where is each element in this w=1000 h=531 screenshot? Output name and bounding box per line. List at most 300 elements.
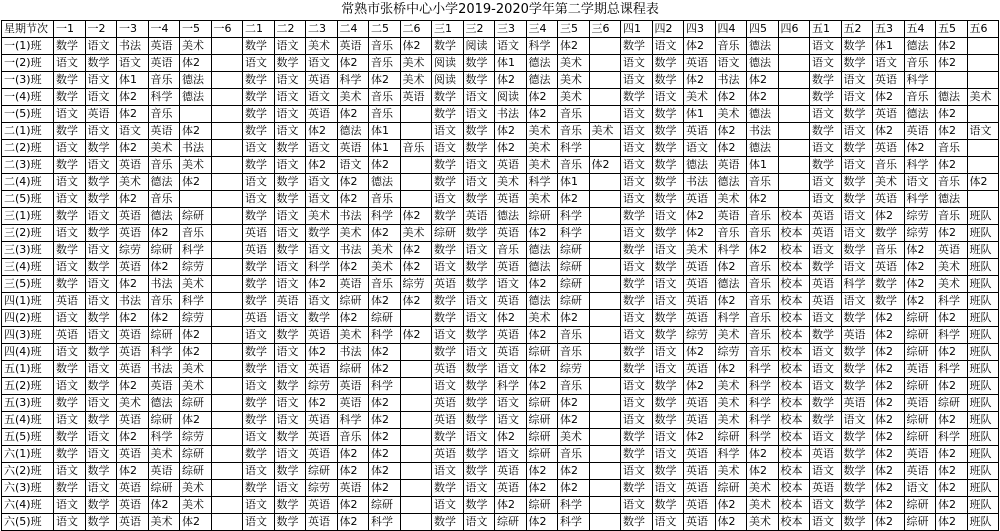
cell[interactable]: 美术 [715,378,747,395]
cell[interactable]: 数学 [463,378,495,395]
cell[interactable]: 数学 [85,412,117,429]
cell[interactable] [589,327,621,344]
cell[interactable]: 美术 [306,208,338,225]
cell[interactable]: 美术 [180,361,212,378]
cell[interactable] [589,208,621,225]
cell[interactable]: 校本 [778,225,810,242]
cell[interactable]: 语文 [495,361,527,378]
cell[interactable]: 语文 [54,412,86,429]
cell[interactable] [400,361,432,378]
cell[interactable]: 美术 [747,514,779,531]
row-label-cell[interactable]: 一(2)班 [2,55,54,72]
cell[interactable]: 体2 [337,497,369,514]
cell[interactable]: 数学 [243,344,275,361]
cell[interactable]: 体2 [337,174,369,191]
cell[interactable]: 英语 [873,72,905,89]
cell[interactable]: 体2 [873,310,905,327]
cell[interactable]: 语文 [810,55,842,72]
cell[interactable]: 美术 [180,497,212,514]
cell[interactable] [589,378,621,395]
cell[interactable]: 四2 [652,21,684,38]
cell[interactable]: 英语 [715,208,747,225]
row-label-cell[interactable]: 六(3)班 [2,480,54,497]
cell[interactable]: 数学 [463,123,495,140]
cell[interactable]: 德法 [495,208,527,225]
cell[interactable]: 数学 [841,140,873,157]
cell[interactable]: 英语 [148,123,180,140]
cell[interactable]: 体2 [715,259,747,276]
cell[interactable]: 英语 [495,327,527,344]
row-label-cell[interactable]: 四(3)班 [2,327,54,344]
cell[interactable] [400,310,432,327]
cell[interactable]: 数学 [432,157,464,174]
cell[interactable]: 五6 [967,21,999,38]
cell[interactable]: 数学 [274,191,306,208]
cell[interactable]: 语文 [841,412,873,429]
cell[interactable]: 综研 [306,463,338,480]
cell[interactable]: 综劳 [400,276,432,293]
cell[interactable]: 五1 [810,21,842,38]
cell[interactable]: 校本 [778,208,810,225]
cell[interactable]: 语文 [621,140,653,157]
cell[interactable]: 语文 [684,140,716,157]
cell[interactable] [589,38,621,55]
cell[interactable]: 语文 [463,480,495,497]
cell[interactable]: 二2 [274,21,306,38]
cell[interactable]: 数学 [810,157,842,174]
cell[interactable]: 英语 [841,327,873,344]
cell[interactable]: 数学 [85,310,117,327]
cell[interactable]: 美术 [117,395,149,412]
cell[interactable]: 数学 [841,429,873,446]
cell[interactable]: 科学 [715,310,747,327]
cell[interactable]: 体1 [369,123,401,140]
cell[interactable]: 美术 [558,72,590,89]
cell[interactable]: 英语 [148,55,180,72]
cell[interactable]: 体2 [369,429,401,446]
cell[interactable]: 英语 [873,140,905,157]
cell[interactable]: 语文 [274,89,306,106]
cell[interactable]: 语文 [621,157,653,174]
cell[interactable] [211,208,243,225]
cell[interactable]: 体2 [526,514,558,531]
cell[interactable]: 英语 [810,293,842,310]
cell[interactable]: 英语 [306,429,338,446]
cell[interactable]: 数学 [621,38,653,55]
cell[interactable]: 语文 [54,378,86,395]
cell[interactable]: 语文 [432,259,464,276]
cell[interactable]: 数学 [810,72,842,89]
cell[interactable]: 数学 [463,259,495,276]
cell[interactable]: 科学 [526,38,558,55]
cell[interactable] [778,89,810,106]
cell[interactable]: 数学 [54,276,86,293]
cell[interactable]: 语文 [841,293,873,310]
cell[interactable]: 数学 [463,361,495,378]
cell[interactable]: 语文 [810,38,842,55]
cell[interactable]: 音乐 [369,106,401,123]
cell[interactable]: 美术 [715,327,747,344]
cell[interactable]: 体2 [936,55,968,72]
cell[interactable]: 科学 [148,89,180,106]
row-label-cell[interactable]: 一(4)班 [2,89,54,106]
cell[interactable] [589,463,621,480]
cell[interactable]: 二3 [306,21,338,38]
cell[interactable] [400,191,432,208]
cell[interactable]: 班队 [967,361,999,378]
cell[interactable]: 综研 [904,429,936,446]
cell[interactable]: 科学 [936,361,968,378]
cell[interactable]: 美术 [148,140,180,157]
cell[interactable] [589,344,621,361]
cell[interactable]: 综研 [904,327,936,344]
cell[interactable]: 数学 [243,446,275,463]
cell[interactable]: 数学 [274,463,306,480]
cell[interactable]: 数学 [463,276,495,293]
cell[interactable]: 语文 [274,225,306,242]
cell[interactable]: 语文 [85,89,117,106]
cell[interactable]: 数学 [841,514,873,531]
cell[interactable]: 数学 [621,89,653,106]
cell[interactable]: 体2 [715,514,747,531]
cell[interactable]: 美术 [747,497,779,514]
cell[interactable]: 音乐 [337,429,369,446]
cell[interactable]: 音乐 [369,89,401,106]
cell[interactable]: 四1 [621,21,653,38]
cell[interactable]: 五4 [904,21,936,38]
cell[interactable]: 体2 [873,514,905,531]
cell[interactable]: 美术 [400,55,432,72]
cell[interactable]: 美术 [747,480,779,497]
cell[interactable]: 体2 [306,344,338,361]
cell[interactable]: 综劳 [684,327,716,344]
cell[interactable]: 科学 [904,72,936,89]
cell[interactable]: 数学 [652,55,684,72]
cell[interactable]: 体2 [589,157,621,174]
cell[interactable]: 数学 [243,293,275,310]
cell[interactable]: 校本 [778,429,810,446]
cell[interactable]: 综劳 [306,480,338,497]
cell[interactable]: 阅读 [463,38,495,55]
cell[interactable] [589,310,621,327]
cell[interactable]: 英语 [684,497,716,514]
cell[interactable]: 数学 [810,412,842,429]
cell[interactable]: 综劳 [180,310,212,327]
cell[interactable]: 书法 [117,293,149,310]
cell[interactable] [400,395,432,412]
cell[interactable]: 语文 [810,361,842,378]
cell[interactable]: 英语 [684,361,716,378]
cell[interactable]: 英语 [117,157,149,174]
cell[interactable]: 校本 [778,446,810,463]
cell[interactable]: 三2 [463,21,495,38]
cell[interactable]: 数学 [306,225,338,242]
cell[interactable] [778,38,810,55]
cell[interactable]: 语文 [810,514,842,531]
cell[interactable]: 体2 [715,140,747,157]
cell[interactable]: 数学 [432,208,464,225]
cell[interactable] [589,225,621,242]
cell[interactable]: 体2 [369,225,401,242]
cell[interactable]: 体2 [936,514,968,531]
cell[interactable] [589,72,621,89]
cell[interactable]: 数学 [243,361,275,378]
cell[interactable]: 英语 [810,225,842,242]
cell[interactable]: 体2 [526,480,558,497]
cell[interactable]: 语文 [85,293,117,310]
cell[interactable]: 数学 [432,429,464,446]
cell[interactable]: 音乐 [747,276,779,293]
cell[interactable]: 体2 [180,514,212,531]
cell[interactable]: 语文 [621,310,653,327]
cell[interactable]: 体2 [180,55,212,72]
cell[interactable]: 体2 [558,38,590,55]
cell[interactable]: 书法 [148,361,180,378]
cell[interactable]: 体2 [400,259,432,276]
cell[interactable] [180,191,212,208]
cell[interactable]: 语文 [621,123,653,140]
cell[interactable] [400,174,432,191]
cell[interactable]: 科学 [936,327,968,344]
cell[interactable]: 美术 [526,191,558,208]
cell[interactable] [778,123,810,140]
cell[interactable]: 英语 [684,293,716,310]
cell[interactable]: 英语 [306,446,338,463]
cell[interactable]: 五2 [841,21,873,38]
cell[interactable]: 综研 [148,327,180,344]
cell[interactable]: 科学 [558,225,590,242]
cell[interactable]: 美术 [936,276,968,293]
cell[interactable]: 校本 [778,497,810,514]
cell[interactable]: 综研 [904,497,936,514]
cell[interactable]: 数学 [463,140,495,157]
cell[interactable]: 体2 [904,259,936,276]
cell[interactable]: 科学 [558,514,590,531]
cell[interactable]: 英语 [306,72,338,89]
cell[interactable]: 阅读 [495,89,527,106]
cell[interactable]: 语文 [463,344,495,361]
cell[interactable] [211,174,243,191]
cell[interactable] [400,157,432,174]
cell[interactable]: 语文 [306,242,338,259]
cell[interactable]: 语文 [274,106,306,123]
cell[interactable]: 英语 [684,259,716,276]
cell[interactable] [967,106,999,123]
cell[interactable]: 体2 [369,412,401,429]
cell[interactable]: 体2 [936,378,968,395]
cell[interactable]: 语文 [621,327,653,344]
cell[interactable] [589,276,621,293]
cell[interactable]: 校本 [778,361,810,378]
cell[interactable]: 音乐 [369,38,401,55]
cell[interactable]: 科学 [747,429,779,446]
cell[interactable]: 数学 [463,412,495,429]
cell[interactable]: 科学 [369,378,401,395]
cell[interactable]: 音乐 [747,225,779,242]
cell[interactable]: 综研 [904,310,936,327]
cell[interactable]: 四5 [747,21,779,38]
cell[interactable]: 校本 [778,344,810,361]
cell[interactable]: 数学 [243,106,275,123]
cell[interactable]: 班队 [967,497,999,514]
cell[interactable]: 数学 [810,123,842,140]
cell[interactable] [589,191,621,208]
cell[interactable]: 班队 [967,327,999,344]
cell[interactable]: 体2 [369,395,401,412]
cell[interactable]: 数学 [621,276,653,293]
cell[interactable]: 语文 [85,157,117,174]
cell[interactable]: 英语 [306,497,338,514]
cell[interactable]: 音乐 [148,293,180,310]
cell[interactable]: 数学 [652,412,684,429]
cell[interactable]: 数学 [810,259,842,276]
cell[interactable]: 体2 [400,38,432,55]
cell[interactable]: 语文 [274,310,306,327]
cell[interactable]: 语文 [841,123,873,140]
cell[interactable]: 三4 [526,21,558,38]
row-label-cell[interactable]: 一(1)班 [2,38,54,55]
cell[interactable]: 校本 [778,395,810,412]
cell[interactable]: 体2 [684,378,716,395]
cell[interactable]: 体1 [747,157,779,174]
cell[interactable] [211,157,243,174]
cell[interactable]: 二1 [243,21,275,38]
cell[interactable]: 体2 [747,89,779,106]
cell[interactable]: 语文 [652,361,684,378]
row-label-cell[interactable]: 三(3)班 [2,242,54,259]
cell[interactable]: 音乐 [558,446,590,463]
cell[interactable]: 德法 [715,276,747,293]
cell[interactable]: 数学 [54,429,86,446]
cell[interactable]: 英语 [54,327,86,344]
cell[interactable] [211,72,243,89]
cell[interactable]: 科学 [180,242,212,259]
cell[interactable]: 班队 [967,259,999,276]
cell[interactable] [778,157,810,174]
cell[interactable]: 体2 [936,225,968,242]
cell[interactable]: 英语 [117,225,149,242]
cell[interactable]: 综研 [558,293,590,310]
cell[interactable]: 数学 [54,208,86,225]
cell[interactable]: 英语 [810,480,842,497]
cell[interactable]: 数学 [432,310,464,327]
cell[interactable]: 英语 [684,514,716,531]
cell[interactable]: 体2 [873,463,905,480]
cell[interactable]: 语文 [652,89,684,106]
cell[interactable]: 数学 [54,38,86,55]
cell[interactable]: 数学 [274,174,306,191]
cell[interactable]: 体2 [558,395,590,412]
cell[interactable]: 英语 [495,344,527,361]
cell[interactable]: 美术 [400,225,432,242]
cell[interactable]: 科学 [148,429,180,446]
cell[interactable]: 语文 [54,463,86,480]
row-label-cell[interactable]: 五(1)班 [2,361,54,378]
row-label-cell[interactable]: 四(1)班 [2,293,54,310]
cell[interactable]: 语文 [243,140,275,157]
cell[interactable]: 德法 [180,89,212,106]
row-label-cell[interactable]: 二(5)班 [2,191,54,208]
cell[interactable]: 科学 [936,293,968,310]
cell[interactable]: 语文 [306,174,338,191]
cell[interactable]: 数学 [841,55,873,72]
cell[interactable]: 科学 [747,378,779,395]
cell[interactable]: 体2 [715,293,747,310]
cell[interactable]: 综劳 [715,344,747,361]
cell[interactable] [400,429,432,446]
cell[interactable]: 德法 [747,140,779,157]
cell[interactable]: 综研 [180,208,212,225]
cell[interactable]: 数学 [652,106,684,123]
cell[interactable]: 语文 [810,378,842,395]
cell[interactable]: 语文 [810,463,842,480]
cell[interactable]: 科学 [148,344,180,361]
cell[interactable]: 数学 [54,480,86,497]
cell[interactable]: 德法 [747,55,779,72]
cell[interactable]: 综劳 [180,429,212,446]
cell[interactable]: 语文 [463,310,495,327]
cell[interactable]: 语文 [841,225,873,242]
cell[interactable]: 班队 [967,412,999,429]
cell[interactable]: 体2 [936,463,968,480]
cell[interactable]: 语文 [85,446,117,463]
cell[interactable]: 校本 [778,480,810,497]
cell[interactable]: 体2 [117,89,149,106]
cell[interactable]: 班队 [967,242,999,259]
cell[interactable]: 数学 [54,157,86,174]
cell[interactable]: 数学 [652,378,684,395]
cell[interactable]: 体1 [873,38,905,55]
cell[interactable]: 体2 [904,140,936,157]
cell[interactable]: 英语 [400,89,432,106]
cell[interactable]: 语文 [85,480,117,497]
cell[interactable]: 体2 [180,344,212,361]
cell[interactable] [211,378,243,395]
cell[interactable]: 音乐 [747,344,779,361]
cell[interactable]: 语文 [54,191,86,208]
cell[interactable]: 综研 [337,293,369,310]
cell[interactable]: 语文 [54,344,86,361]
cell[interactable] [211,106,243,123]
cell[interactable]: 语文 [652,38,684,55]
cell[interactable]: 英语 [684,191,716,208]
cell[interactable] [211,429,243,446]
cell[interactable]: 体2 [337,514,369,531]
cell[interactable]: 语文 [621,463,653,480]
cell[interactable]: 体2 [495,429,527,446]
cell[interactable]: 美术 [936,259,968,276]
cell[interactable]: 语文 [873,55,905,72]
cell[interactable]: 音乐 [369,276,401,293]
cell[interactable]: 英语 [684,276,716,293]
cell[interactable]: 语文 [243,378,275,395]
cell[interactable] [967,140,999,157]
cell[interactable]: 体2 [148,310,180,327]
cell[interactable]: 语文 [85,72,117,89]
cell[interactable]: 语文 [85,395,117,412]
cell[interactable]: 德法 [148,208,180,225]
cell[interactable]: 数学 [463,55,495,72]
cell[interactable]: 综研 [526,344,558,361]
cell[interactable]: 数学 [621,344,653,361]
cell[interactable]: 科学 [715,446,747,463]
cell[interactable]: 语文 [54,310,86,327]
cell[interactable]: 德法 [148,174,180,191]
cell[interactable] [400,514,432,531]
cell[interactable]: 美术 [873,174,905,191]
cell[interactable]: 数学 [841,191,873,208]
cell[interactable]: 二6 [400,21,432,38]
